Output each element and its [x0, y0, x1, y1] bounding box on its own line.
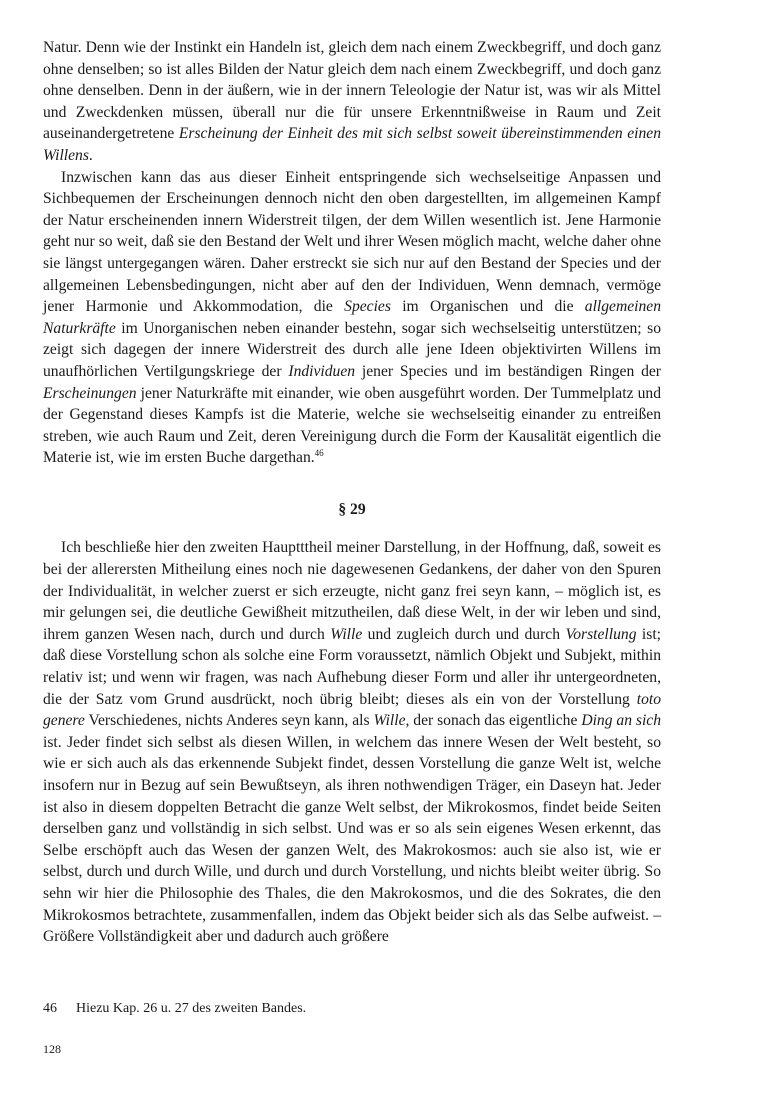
paragraphs-before-section	[43, 37, 661, 469]
text-run: und zugleich durch und durch	[362, 625, 566, 643]
paragraph	[43, 167, 661, 469]
text-run: jener Species und im beständigen Ringen der	[355, 362, 661, 380]
section-paragraphs	[43, 537, 661, 947]
emphasis: Erscheinung der Einheit des mit sich selbst soweit übereinstimmenden einen Willens	[43, 125, 661, 164]
text-run: Ich beschließe hier den zweiten Hauptttheil meiner Darstellung, in der Hoffnung, daß, soweit es bei der allerersten Mitheilung eines noch nie dagewesenen Gedankens, der daher von den Spuren der Individualität, in welcher zuerst er sich erzeugte, nicht ganz frei seyn kann, – möglich ist, es mir gelungen sei, die deutliche Gewißheit mitzutheilen, daß diese Welt, in der wir leben und sind, ihrem ganzen Wesen nach, durch und durch	[43, 539, 661, 643]
emphasis: Individuen	[288, 362, 356, 380]
emphasis: Ding an sich	[581, 712, 662, 730]
emphasis: Species	[344, 298, 391, 316]
emphasis: Erscheinungen	[43, 384, 137, 402]
footnote	[43, 1000, 661, 1018]
footnote-text: Hiezu Kap. 26 u. 27 des zweiten Bandes.	[76, 1001, 307, 1016]
text-run: Natur. Denn wie der Instinkt ein Handeln ist, gleich dem nach einem Zweckbegriff, und doch ganz ohne denselben; so ist alles Bilden der Natur gleich dem nach einem Zweckbegriff, und doch ganz ohne denselben. Denn in der äußern, wie in der innern Teleologie der Natur ist, was wir als Mittel und Zweckdenken müssen, überall nur die für unsere Erkenntnißweise in Raum und Zeit auseinandergetretene	[43, 39, 661, 143]
emphasis: allgemeinen Naturkräfte	[43, 298, 661, 337]
section-heading: § 29	[338, 500, 366, 518]
emphasis: toto genere	[43, 690, 661, 730]
text-run: .	[88, 146, 93, 164]
emphasis: Wille	[373, 712, 406, 730]
text-run: , der sonach das eigentliche	[405, 712, 582, 730]
text-run: Verschiedenes, nichts Anderes seyn kann, als	[84, 712, 374, 730]
body-text	[43, 37, 661, 948]
text-run: im Unorganischen neben einander bestehn, sogar sich wechselseitig unterstützen; so zeigt sich dagegen der innere Widerstreit des durch alle jene Ideen objektivirten Willens im unaufhörlichen Vertilgungskriege der	[43, 319, 661, 380]
paragraph	[43, 37, 661, 167]
text-run: im Organischen und die	[390, 298, 585, 316]
emphasis: Vorstellung	[565, 625, 637, 643]
text-run: ist; daß diese Vorstellung schon als solche eine Form voraussetzt, nämlich Objekt und Subjekt, mithin relativ ist; und wenn wir fragen, was nach Aufhebung dieser Form und aller ihr untergeordneten, die der Satz vom Grund ausdrückt, noch übrig bleibt; dieses als ein von der Vorstellung	[43, 625, 661, 708]
paragraph	[43, 537, 661, 947]
footnote-ref: 46	[314, 448, 324, 459]
text-run: Inzwischen kann das aus dieser Einheit entspringende sich wechselseitige Anpassen und Sichbequemen der Erscheinungen dennoch nicht den oben dargestellten, im allgemeinen Kampf der Natur erscheinenden innern Widerstreit tilgen, der dem Willen wesentlich ist. Jene Harmonie geht nur so weit, daß sie den Bestand der Welt und ihrer Wesen möglich macht, welche daher ohne sie längst untergegangen wären. Daher erstreckt sie sich nur auf den Bestand der Species und der allgemeinen Lebensbedingungen, nicht aber auf den der Individuen, Wenn demnach, vermöge jener Harmonie und Akkommodation, die	[43, 168, 661, 316]
page-number: 128	[43, 1042, 61, 1056]
text-run: jener Naturkräfte mit einander, wie oben ausgeführt worden. Der Tummelplatz und der Gegenstand dieses Kampfs ist die Materie, welche sie wechselseitig einander zu entreißen streben, wie auch Raum und Zeit, deren Vereinigung durch die Form der Kausalität eigentlich die Materie ist, wie im ersten Buche dargethan.	[43, 384, 661, 467]
text-run: ist. Jeder findet sich selbst als diesen Willen, in welchem das innere Wesen der Welt besteht, so wie er sich auch als das erkennende Subjekt findet, dessen Vorstellung die ganze Welt ist, welche insofern nur in Bezug auf sein Bewußtseyn, als ihren nothwendigen Träger, ein Daseyn hat. Jeder ist also in diesem doppelten Betracht die ganze Welt selbst, der Mikrokosmos, findet beide Seiten derselben ganz und vollständig in sich selbst. Und was er so als sein eigenes Wesen erkennt, das Selbe erschöpft auch das Wesen der ganzen Welt, des Makrokosmos: auch sie also ist, wie er selbst, durch und durch Wille, und durch und durch Vorstellung, und nichts bleibt weiter übrig. So sehn wir hier die Philosophie des Thales, die den Makrokosmos, und die des Sokrates, die den Mikrokosmos betrachtete, zusammenfallen, indem das Objekt beider sich als das Selbe aufweist. – Größere Vollständigkeit aber und dadurch auch größere	[43, 733, 661, 946]
footnote-number: 46	[43, 1001, 57, 1016]
emphasis: Wille	[330, 625, 363, 643]
